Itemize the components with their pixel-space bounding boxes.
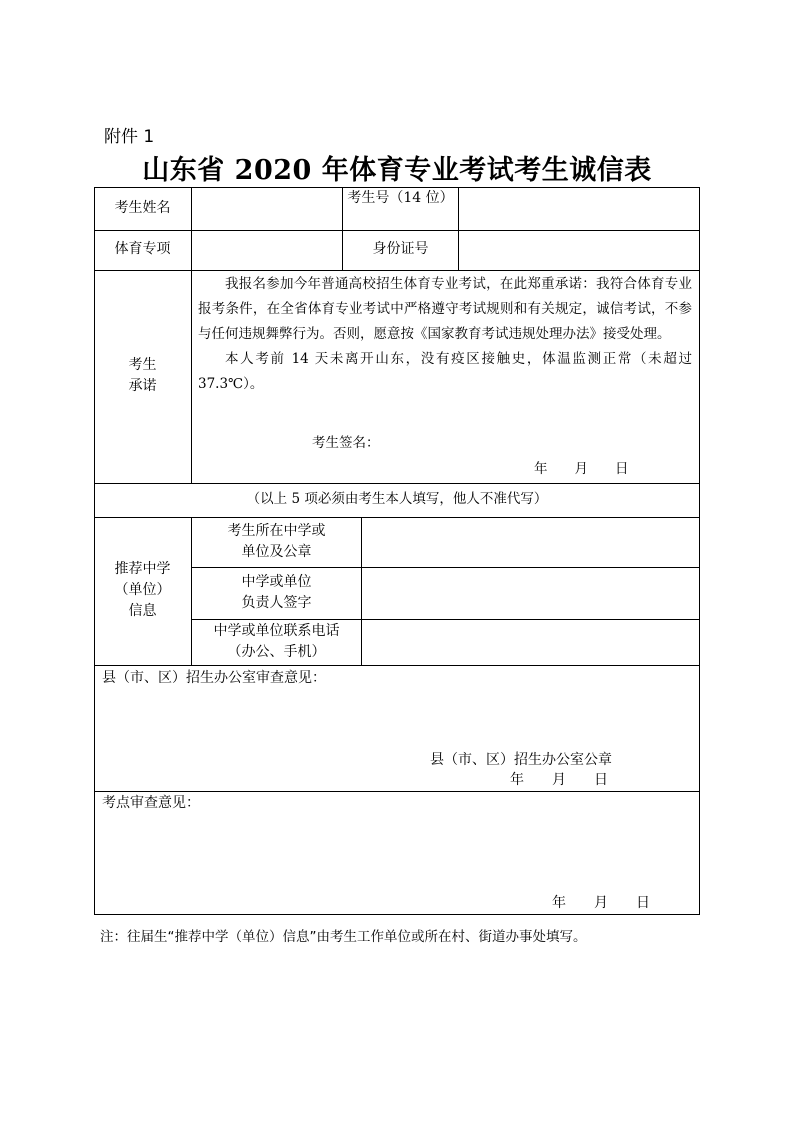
self-fill-notice: （以上 5 项必须由考生本人填写，他人不准代写） [246,491,548,507]
principal-label-line1: 中学或单位 [241,574,312,590]
row-divider [94,483,700,484]
school-seal-label-line2: 单位及公章 [241,544,312,560]
promise-text [198,272,692,397]
school-phone-label [192,621,361,663]
table-border-bottom [94,914,700,915]
school-label-line1: 推荐中学 [114,561,171,577]
id-number-label: 身份证号 [372,241,429,257]
row-divider [94,665,700,666]
attachment-label: 附件 1 [104,127,155,147]
county-review-label: 县（市、区）招生办公室审查意见： [102,670,326,686]
footnote: 注：往届生“推荐中学（单位）信息”由考生工作单位或所在村、街道办事处填写。 [100,929,587,945]
promise-paragraph-1: 我报名参加今年普通高校招生体育专业考试，在此郑重承诺：我符合体育专业报考条件，在全省体育专业考试中严格遵守考试规则和有关规定，诚信考试，不参与任何违规舞弊行为。否则，愿意按《国家教育考试违规处理办法》接受处理。 [198,276,692,342]
promise-paragraph-2: 本人考前 14 天未离开山东，没有疫区接触史，体温监测正常（未超过 37.3℃）。 [198,351,692,392]
school-info-label [94,559,191,622]
id-number-field[interactable] [459,231,699,270]
exam-number-label: 考生号（14 位） [347,190,454,206]
promise-label-line1: 考生 [128,357,157,373]
table-border-left [94,187,95,915]
promise-label-line2: 承诺 [128,378,157,394]
county-seal-label: 县（市、区）招生办公室公章 [430,752,612,768]
name-label: 考生姓名 [114,200,171,216]
school-seal-label-line1: 考生所在中学或 [227,523,326,539]
school-label-line3: 信息 [128,603,157,619]
row-divider [94,791,700,792]
promise-date: 年 月 日 [534,461,629,477]
school-seal-field[interactable] [362,518,699,567]
name-field[interactable] [192,187,342,230]
promise-label [94,355,191,397]
county-date: 年 月 日 [510,772,608,788]
school-phone-label-line1: 中学或单位联系电话 [213,623,340,639]
principal-signature-field[interactable] [362,568,699,619]
row-divider [94,270,700,271]
exam-number-field[interactable] [459,187,699,230]
exam-site-date: 年 月 日 [552,895,650,911]
exam-site-review-label: 考点审查意见： [102,795,200,811]
table-border-right [699,187,700,915]
sport-label: 体育专项 [114,241,171,257]
principal-signature-label [192,572,361,614]
signature-label: 考生签名： [312,435,380,451]
school-label-line2: （单位） [114,582,171,598]
school-phone-field[interactable] [362,620,699,665]
page-title: 山东省 2020 年体育专业考试考生诚信表 [142,155,652,186]
principal-label-line2: 负责人签字 [241,595,312,611]
sport-field[interactable] [192,231,342,270]
integrity-form-table [94,187,700,915]
school-phone-label-line2: （办公、手机） [227,644,326,660]
school-seal-label [192,521,361,563]
